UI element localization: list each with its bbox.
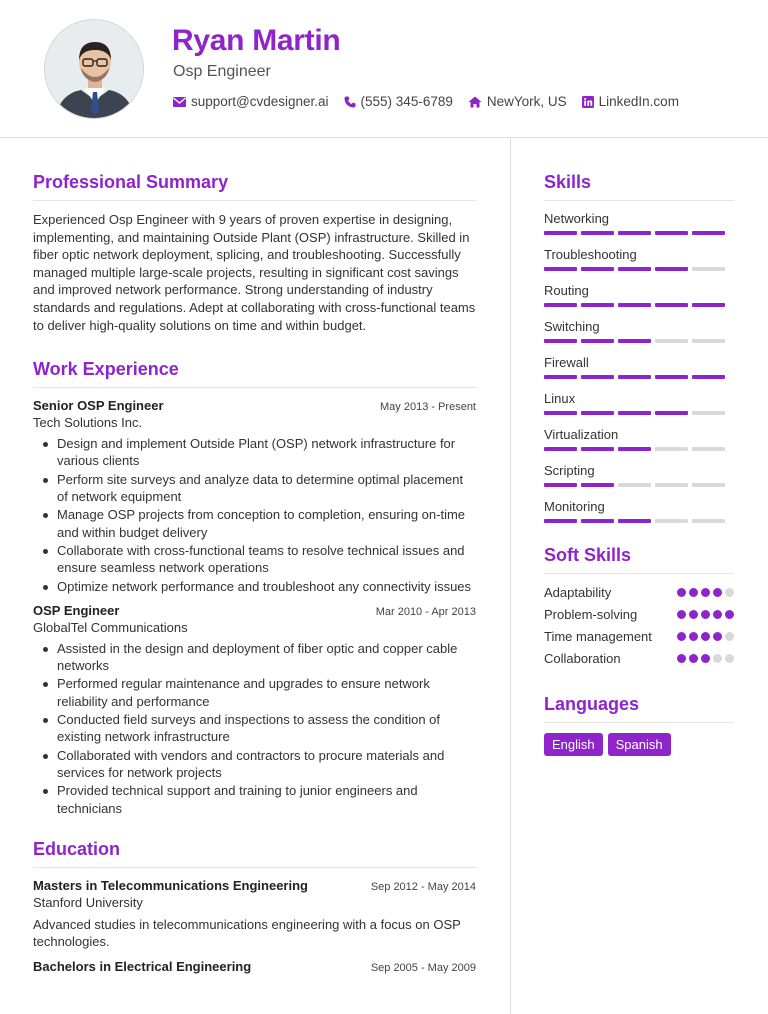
skill-segment-empty bbox=[692, 411, 725, 415]
soft-skills-section bbox=[544, 545, 734, 668]
soft-skills-title: Soft Skills bbox=[544, 545, 734, 574]
education-entry bbox=[33, 959, 476, 974]
skill-level-bar bbox=[544, 375, 734, 379]
bullet-item: Provided technical support and training to junior engineers and technicians bbox=[33, 782, 476, 817]
skill-segment-empty bbox=[692, 447, 725, 451]
rating-dot-filled bbox=[701, 632, 710, 641]
degree-title: Masters in Telecommunications Engineering bbox=[33, 877, 308, 893]
rating-dot-filled bbox=[713, 588, 722, 597]
skill-segment-filled bbox=[692, 303, 725, 307]
rating-dot-empty bbox=[713, 654, 722, 663]
skill-level-bar bbox=[544, 231, 734, 235]
skill-segment-filled bbox=[618, 519, 651, 523]
soft-skill-rating bbox=[674, 610, 734, 619]
skill-row bbox=[544, 247, 734, 271]
skill-row bbox=[544, 211, 734, 235]
rating-dot-filled bbox=[701, 610, 710, 619]
bullet-item: Performed regular maintenance and upgrades to ensure network reliability and performance bbox=[33, 675, 476, 710]
rating-dot-filled bbox=[677, 588, 686, 597]
summary-text: Experienced Osp Engineer with 9 years of proven expertise in designing, implementing, and maintaining Outside Plant (OSP) infrastructure. Skilled in fiber optic network deployment, splicing, and troubleshooting. Successfully managed multiple large-scale projects, resulting in significant cost savings and improved network performance. Strong understanding of industry standards and regulations. Adept at collaborating with cross-functional teams to deliver high-quality solutions on time and within budget. bbox=[33, 212, 476, 333]
rating-dot-filled bbox=[689, 588, 698, 597]
skill-segment-filled bbox=[581, 483, 614, 487]
sidebar-column bbox=[544, 138, 734, 756]
skill-segment-filled bbox=[618, 231, 651, 235]
phone-icon bbox=[344, 96, 356, 108]
bullet-item: Design and implement Outside Plant (OSP) network infrastructure for various clients bbox=[33, 435, 476, 470]
skill-segment-filled bbox=[581, 375, 614, 379]
skill-segment-filled bbox=[544, 267, 577, 271]
skill-row bbox=[544, 391, 734, 415]
rating-dot-empty bbox=[725, 588, 734, 597]
skill-row bbox=[544, 319, 734, 343]
languages-section bbox=[544, 694, 734, 756]
skill-segment-empty bbox=[692, 483, 725, 487]
bullet-item: Collaborated with vendors and contractors to procure materials and services for network projects bbox=[33, 747, 476, 782]
rating-dot-filled bbox=[701, 654, 710, 663]
rating-dot-empty bbox=[725, 632, 734, 641]
skill-level-bar bbox=[544, 447, 734, 451]
bullet-item: Collaborate with cross-functional teams to resolve technical issues and ensure seamless network operations bbox=[33, 542, 476, 577]
skill-name: Virtualization bbox=[544, 427, 619, 442]
job-header bbox=[33, 398, 476, 413]
skill-level-bar bbox=[544, 303, 734, 307]
skill-name: Linux bbox=[544, 391, 576, 406]
skill-segment-filled bbox=[581, 411, 614, 415]
degree-title: Bachelors in Electrical Engineering bbox=[33, 958, 252, 974]
soft-skill-row bbox=[544, 650, 734, 668]
job-bullets bbox=[33, 435, 476, 595]
skill-segment-filled bbox=[655, 375, 688, 379]
skill-segment-filled bbox=[544, 339, 577, 343]
bullet-item: Conducted field surveys and inspections to assess the condition of existing network infrastructure bbox=[33, 711, 476, 746]
skill-segment-filled bbox=[544, 411, 577, 415]
contact-location[interactable] bbox=[468, 94, 567, 109]
candidate-name: Ryan Martin bbox=[172, 24, 341, 57]
soft-skill-name: Time management bbox=[544, 629, 652, 644]
bullet-item: Assisted in the design and deployment of fiber optic and copper cable networks bbox=[33, 640, 476, 675]
skill-segment-filled bbox=[544, 519, 577, 523]
skill-level-bar bbox=[544, 483, 734, 487]
contact-email-text: support@cvdesigner.ai bbox=[191, 94, 329, 109]
job-title: OSP Engineer bbox=[33, 602, 120, 618]
skill-segment-filled bbox=[581, 447, 614, 451]
contact-phone[interactable] bbox=[344, 94, 453, 109]
envelope-icon bbox=[173, 97, 186, 107]
job-entry bbox=[33, 398, 476, 595]
skill-segment-filled bbox=[581, 231, 614, 235]
soft-skill-name: Adaptability bbox=[544, 585, 612, 600]
skill-segment-empty bbox=[655, 339, 688, 343]
education-header bbox=[33, 878, 476, 893]
rating-dot-filled bbox=[725, 610, 734, 619]
language-badge: Spanish bbox=[608, 733, 671, 756]
job-date: Mar 2010 - Apr 2013 bbox=[375, 605, 476, 618]
home-icon bbox=[468, 96, 482, 108]
skill-segment-filled bbox=[618, 411, 651, 415]
skill-name: Routing bbox=[544, 283, 589, 298]
education-entry bbox=[33, 878, 476, 951]
skill-segment-filled bbox=[655, 231, 688, 235]
skill-segment-filled bbox=[618, 339, 651, 343]
experience-section bbox=[33, 359, 476, 817]
skill-segment-filled bbox=[618, 303, 651, 307]
bullet-item: Optimize network performance and troubleshoot any connectivity issues bbox=[33, 578, 476, 595]
soft-skill-row bbox=[544, 584, 734, 602]
skill-segment-filled bbox=[581, 519, 614, 523]
profile-photo-icon bbox=[45, 20, 144, 119]
skill-segment-filled bbox=[544, 303, 577, 307]
skills-title: Skills bbox=[544, 172, 734, 201]
summary-title: Professional Summary bbox=[33, 172, 476, 201]
skill-name: Networking bbox=[544, 211, 610, 226]
education-header bbox=[33, 959, 476, 974]
avatar bbox=[44, 19, 144, 119]
soft-skill-rating bbox=[674, 632, 734, 641]
rating-dot-filled bbox=[689, 654, 698, 663]
contact-linkedin[interactable] bbox=[582, 94, 679, 109]
contact-email[interactable] bbox=[173, 94, 329, 109]
bullet-item: Manage OSP projects from conception to completion, ensuring on-time and within budget delivery bbox=[33, 506, 476, 541]
skill-segment-empty bbox=[655, 519, 688, 523]
skill-segment-empty bbox=[692, 339, 725, 343]
rating-dot-filled bbox=[713, 632, 722, 641]
summary-section bbox=[33, 172, 476, 334]
skill-segment-filled bbox=[618, 447, 651, 451]
skills-section bbox=[544, 172, 734, 523]
job-company: GlobalTel Communications bbox=[33, 619, 188, 635]
skill-segment-filled bbox=[544, 375, 577, 379]
contact-location-text: NewYork, US bbox=[486, 94, 567, 109]
bullet-item: Perform site surveys and analyze data to determine optimal placement of network equipment bbox=[33, 471, 476, 506]
skill-row bbox=[544, 427, 734, 451]
soft-skills-list bbox=[544, 584, 734, 668]
skill-row bbox=[544, 499, 734, 523]
education-description: Advanced studies in telecommunications engineering with a focus on OSP technologies. bbox=[33, 916, 461, 950]
rating-dot-filled bbox=[677, 654, 686, 663]
rating-dot-filled bbox=[689, 632, 698, 641]
skill-level-bar bbox=[544, 519, 734, 523]
rating-dot-filled bbox=[689, 610, 698, 619]
skill-segment-filled bbox=[581, 303, 614, 307]
skill-segment-filled bbox=[544, 447, 577, 451]
rating-dot-filled bbox=[713, 610, 722, 619]
soft-skill-rating bbox=[674, 654, 734, 663]
skill-segment-filled bbox=[655, 267, 688, 271]
education-date: Sep 2012 - May 2014 bbox=[370, 880, 476, 893]
languages-title: Languages bbox=[544, 694, 734, 723]
skill-segment-empty bbox=[655, 447, 688, 451]
rating-dot-filled bbox=[677, 632, 686, 641]
job-entry bbox=[33, 603, 476, 817]
language-badge: English bbox=[544, 733, 603, 756]
contact-phone-text: (555) 345-6789 bbox=[360, 94, 453, 109]
experience-title: Work Experience bbox=[33, 359, 476, 388]
skill-row bbox=[544, 463, 734, 487]
language-badges bbox=[544, 733, 734, 756]
soft-skill-row bbox=[544, 628, 734, 646]
job-title: Senior OSP Engineer bbox=[33, 398, 164, 414]
soft-skill-rating bbox=[674, 588, 734, 597]
skill-row bbox=[544, 355, 734, 379]
job-company: Tech Solutions Inc. bbox=[33, 415, 143, 431]
skill-segment-filled bbox=[655, 411, 688, 415]
skill-segment-empty bbox=[692, 519, 725, 523]
skill-segment-filled bbox=[618, 267, 651, 271]
skills-list bbox=[544, 211, 734, 523]
education-date: Sep 2005 - May 2009 bbox=[370, 961, 476, 974]
education-section bbox=[33, 839, 476, 974]
skill-segment-filled bbox=[618, 375, 651, 379]
job-bullets bbox=[33, 640, 476, 817]
job-header bbox=[33, 603, 476, 618]
skill-level-bar bbox=[544, 339, 734, 343]
skill-segment-filled bbox=[692, 231, 725, 235]
soft-skill-name: Collaboration bbox=[544, 651, 621, 666]
skill-segment-filled bbox=[544, 231, 577, 235]
skill-segment-filled bbox=[544, 483, 577, 487]
contact-linkedin-text: LinkedIn.com bbox=[598, 94, 679, 109]
school-name: Stanford University bbox=[33, 894, 143, 910]
candidate-role: Osp Engineer bbox=[173, 63, 271, 80]
soft-skill-row bbox=[544, 606, 734, 624]
skill-segment-empty bbox=[655, 483, 688, 487]
soft-skill-name: Problem-solving bbox=[544, 607, 638, 622]
skill-segment-filled bbox=[581, 267, 614, 271]
skill-segment-empty bbox=[618, 483, 651, 487]
skill-name: Scripting bbox=[544, 463, 595, 478]
skill-segment-filled bbox=[692, 375, 725, 379]
skill-name: Monitoring bbox=[544, 499, 605, 514]
skill-level-bar bbox=[544, 267, 734, 271]
skill-name: Firewall bbox=[544, 355, 589, 370]
education-title: Education bbox=[33, 839, 476, 868]
contact-bar bbox=[173, 94, 694, 109]
column-divider bbox=[510, 138, 511, 1014]
skill-segment-empty bbox=[692, 267, 725, 271]
skill-segment-filled bbox=[655, 303, 688, 307]
linkedin-icon bbox=[582, 96, 594, 108]
rating-dot-filled bbox=[677, 610, 686, 619]
skill-level-bar bbox=[544, 411, 734, 415]
skill-name: Troubleshooting bbox=[544, 247, 637, 262]
rating-dot-filled bbox=[701, 588, 710, 597]
skill-name: Switching bbox=[544, 319, 600, 334]
skill-row bbox=[544, 283, 734, 307]
skill-segment-filled bbox=[581, 339, 614, 343]
job-date: May 2013 - Present bbox=[380, 401, 476, 414]
resume-header bbox=[0, 0, 768, 138]
rating-dot-empty bbox=[725, 654, 734, 663]
main-column bbox=[33, 138, 476, 974]
